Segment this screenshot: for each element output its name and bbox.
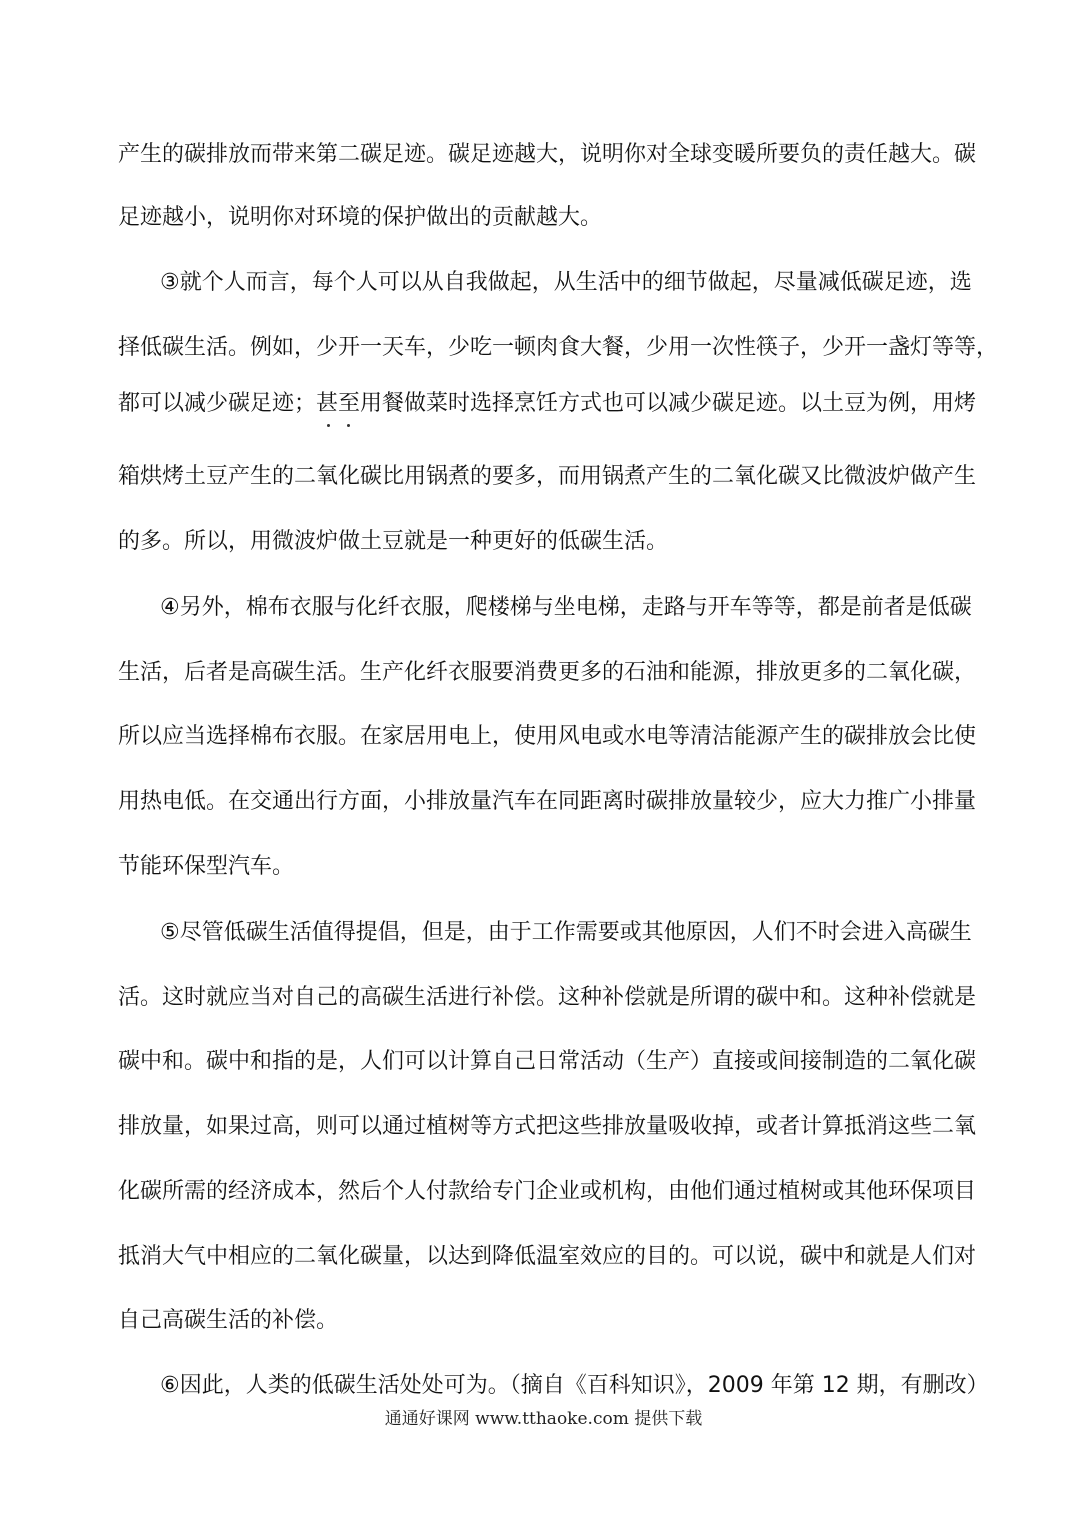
text-line: 箱烘烤土豆产生的二氧化碳比用锅煮的要多，而用锅煮产生的二氧化碳又比微波炉做产生 xyxy=(118,464,977,489)
paragraph-3-start: ③就个人而言，每个人可以从自我做起，从生活中的细节做起，尽量减低碳足迹，选 xyxy=(160,270,972,295)
emphasis-dot xyxy=(327,424,330,427)
text-line: 产生的碳排放而带来第二碳足迹。碳足迹越大，说明你对全球变暖所要负的责任越大。碳 xyxy=(118,142,977,167)
paragraph-5-start: ⑤尽管低碳生活值得提倡，但是，由于工作需要或其他原因，人们不时会进入高碳生 xyxy=(160,920,972,945)
text-line: 生活，后者是高碳生活。生产化纤衣服要消费更多的石油和能源，排放更多的二氧化碳， xyxy=(118,660,977,685)
text-line: 化碳所需的经济成本，然后个人付款给专门企业或机构，由他们通过植树或其他环保项目 xyxy=(118,1179,977,1204)
text-line: 自己高碳生活的补偿。 xyxy=(118,1308,339,1333)
text-line: 择低碳生活。例如，少开一天车，少吃一顿肉食大餐，少用一次性筷子，少开一盏灯等等， xyxy=(118,335,999,360)
text-line: 足迹越小，说明你对环境的保护做出的贡献越大。 xyxy=(118,205,603,230)
text-line: 节能环保型汽车。 xyxy=(118,854,295,879)
paragraph-4-start: ④另外，棉布衣服与化纤衣服，爬楼梯与坐电梯，走路与开车等等，都是前者是低碳 xyxy=(160,595,972,620)
text-line: 的多。所以，用微波炉做土豆就是一种更好的低碳生活。 xyxy=(118,529,669,554)
emphasis-dot xyxy=(347,424,350,427)
text-line: 用热电低。在交通出行方面，小排放量汽车在同距离时碳排放量较少，应大力推广小排量 xyxy=(118,789,977,814)
text-line: 排放量，如果过高，则可以通过植树等方式把这些排放量吸收掉，或者计算抵消这些二氧 xyxy=(118,1114,977,1139)
text-line: 都可以减少碳足迹；甚至用餐做菜时选择烹饪方式也可以减少碳足迹。以土豆为例，用烤 xyxy=(118,391,977,416)
page-footer: 通通好课网 www.tthaoke.com 提供下载 xyxy=(384,1409,703,1429)
text-line: 活。这时就应当对自己的高碳生活进行补偿。这种补偿就是所谓的碳中和。这种补偿就是 xyxy=(118,985,977,1010)
text-line: 所以应当选择棉布衣服。在家居用电上，使用风电或水电等清洁能源产生的碳排放会比使 xyxy=(118,724,977,749)
text-line: 碳中和。碳中和指的是，人们可以计算自己日常活动（生产）直接或间接制造的二氧化碳 xyxy=(118,1049,977,1074)
text-line: 抵消大气中相应的二氧化碳量，以达到降低温室效应的目的。可以说，碳中和就是人们对 xyxy=(118,1244,977,1269)
paragraph-6-start: ⑥因此，人类的低碳生活处处可为。（摘自《百科知识》，2009 年第 12 期，有删改） xyxy=(160,1373,989,1398)
